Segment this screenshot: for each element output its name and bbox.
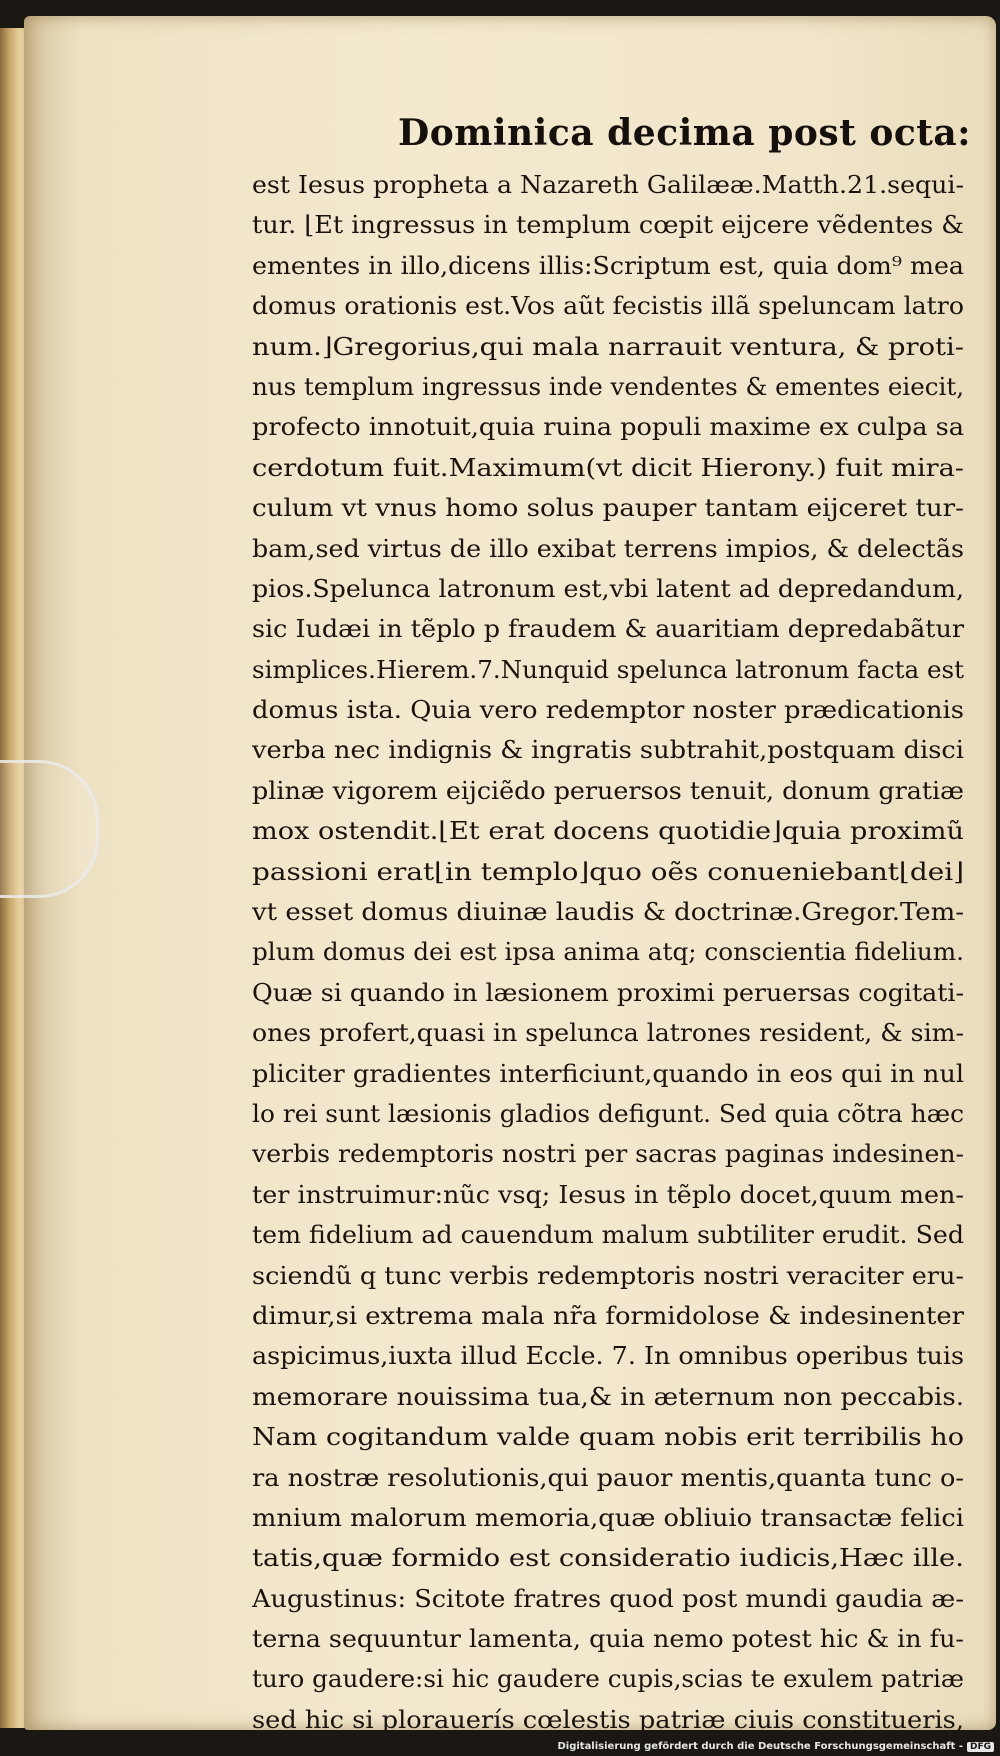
text-line: memorare nouissima tua,& in æternum non peccabis. — [252, 1381, 964, 1411]
text-line: Augustinus: Scitote fratres quod post mundi gaudia æ- — [252, 1583, 964, 1613]
page-text — [252, 165, 980, 1740]
text-line: plum domus dei est ipsa anima atq; conscientia fidelium. — [252, 937, 964, 967]
text-line: pliciter gradientes interficiunt,quando in eos qui in nul — [252, 1058, 964, 1088]
text-line: tem fidelium ad cauendum malum subtiliter erudit. Sed — [252, 1220, 964, 1250]
text-line: Nam cogitandum valde quam nobis erit terribilis ho — [252, 1422, 964, 1452]
page-clip — [0, 760, 99, 898]
text-line: simplices.Hierem.7.Nunquid spelunca latronum facta est — [252, 654, 964, 684]
text-line: cerdotum fuit.Maximum(vt dicit Hierony.) fuit mira- — [252, 452, 964, 482]
text-line: tatis,quæ formido est consideratio iudicis,Hæc ille. — [252, 1543, 964, 1573]
text-line: domus ista. Quia vero redemptor noster prædicationis — [252, 695, 964, 725]
text-line: bam,sed virtus de illo exibat terrens impios, & delectãs — [252, 533, 964, 563]
text-line: plinæ vigorem eijciẽdo peruersos tenuit, donum gratiæ — [252, 775, 964, 805]
text-line: domus orationis est.Vos aũt fecistis illã speluncam latro — [252, 291, 964, 321]
text-line: ra nostræ resolutionis,qui pauor mentis,quanta tunc o- — [252, 1462, 965, 1492]
text-line: turo gaudere:si hic gaudere cupis,scias te exulem patriæ — [252, 1664, 964, 1694]
running-head: Dominica decima post octa: — [398, 112, 972, 154]
text-line: ementes in illo,dicens illis:Scriptum est, quia dom⁹ mea — [252, 250, 964, 280]
dfg-logo: DFG — [967, 1742, 994, 1752]
text-line: sed hic si plorauerís cœlestis patriæ ciuis constitueris, — [252, 1704, 964, 1734]
text-line: vt esset domus diuinæ laudis & doctrinæ.Gregor.Tem- — [252, 897, 965, 927]
text-line: sciendũ q tunc verbis redemptoris nostri veraciter eru- — [252, 1260, 964, 1290]
text-line: aspicimus,iuxta illud Eccle. 7. In omnibus operibus tuis — [252, 1341, 964, 1371]
text-line: Quæ si quando in læsionem proximi peruersas cogitati- — [252, 977, 964, 1007]
text-line: num.⌋Gregorius,qui mala narrauit ventura, & proti- — [252, 331, 964, 361]
text-line: terna sequuntur lamenta, quia nemo potest hic & in fu- — [252, 1624, 964, 1654]
text-line: ones profert,quasi in spelunca latrones resident, & sim- — [252, 1018, 964, 1048]
text-line: passioni erat⌊in templo⌋quo oẽs conueniebant⌊dei⌋ — [252, 856, 964, 886]
text-line: culum vt vnus homo solus pauper tantam eijceret tur- — [252, 493, 964, 523]
text-line: tur. ⌊Et ingressus in templum cœpit eijcere vẽdentes & — [252, 210, 964, 240]
text-line: lo rei sunt læsionis gladios defigunt. Sed quia cõtra hæc — [252, 1098, 964, 1128]
text-line: verbis redemptoris nostri per sacras paginas indesinen- — [252, 1139, 965, 1169]
text-line: mox ostendit.⌊Et erat docens quotidie⌋quia proximũ — [252, 816, 964, 846]
text-line: sic Iudæi in tẽplo p fraudem & auaritiam depredabãtur — [252, 614, 965, 644]
text-line: dimur,si extrema mala nr̃a formidolose & indesinenter — [252, 1300, 964, 1330]
text-line: ter instruimur:nũc vsq; Iesus in tẽplo docet,quum men- — [252, 1179, 965, 1209]
text-line: profecto innotuit,quia ruina populi maxime ex culpa sa — [252, 412, 964, 442]
text-line: est Iesus propheta a Nazareth Galilææ.Matth.21.sequi- — [252, 170, 964, 199]
digitization-credit — [557, 1741, 994, 1752]
text-line: mnium malorum memoria,quæ obliuio transactæ felici — [252, 1502, 964, 1532]
text-line: nus templum ingressus inde vendentes & ementes eiecit, — [252, 371, 964, 401]
credit-text: Digitalisierung gefördert durch die Deutsche Forschungsgemeinschaft - — [557, 1741, 963, 1752]
text-line: pios.Spelunca latronum est,vbi latent ad depredandum, — [252, 573, 964, 603]
text-line: verba nec indignis & ingratis subtrahit,postquam disci — [252, 735, 964, 765]
